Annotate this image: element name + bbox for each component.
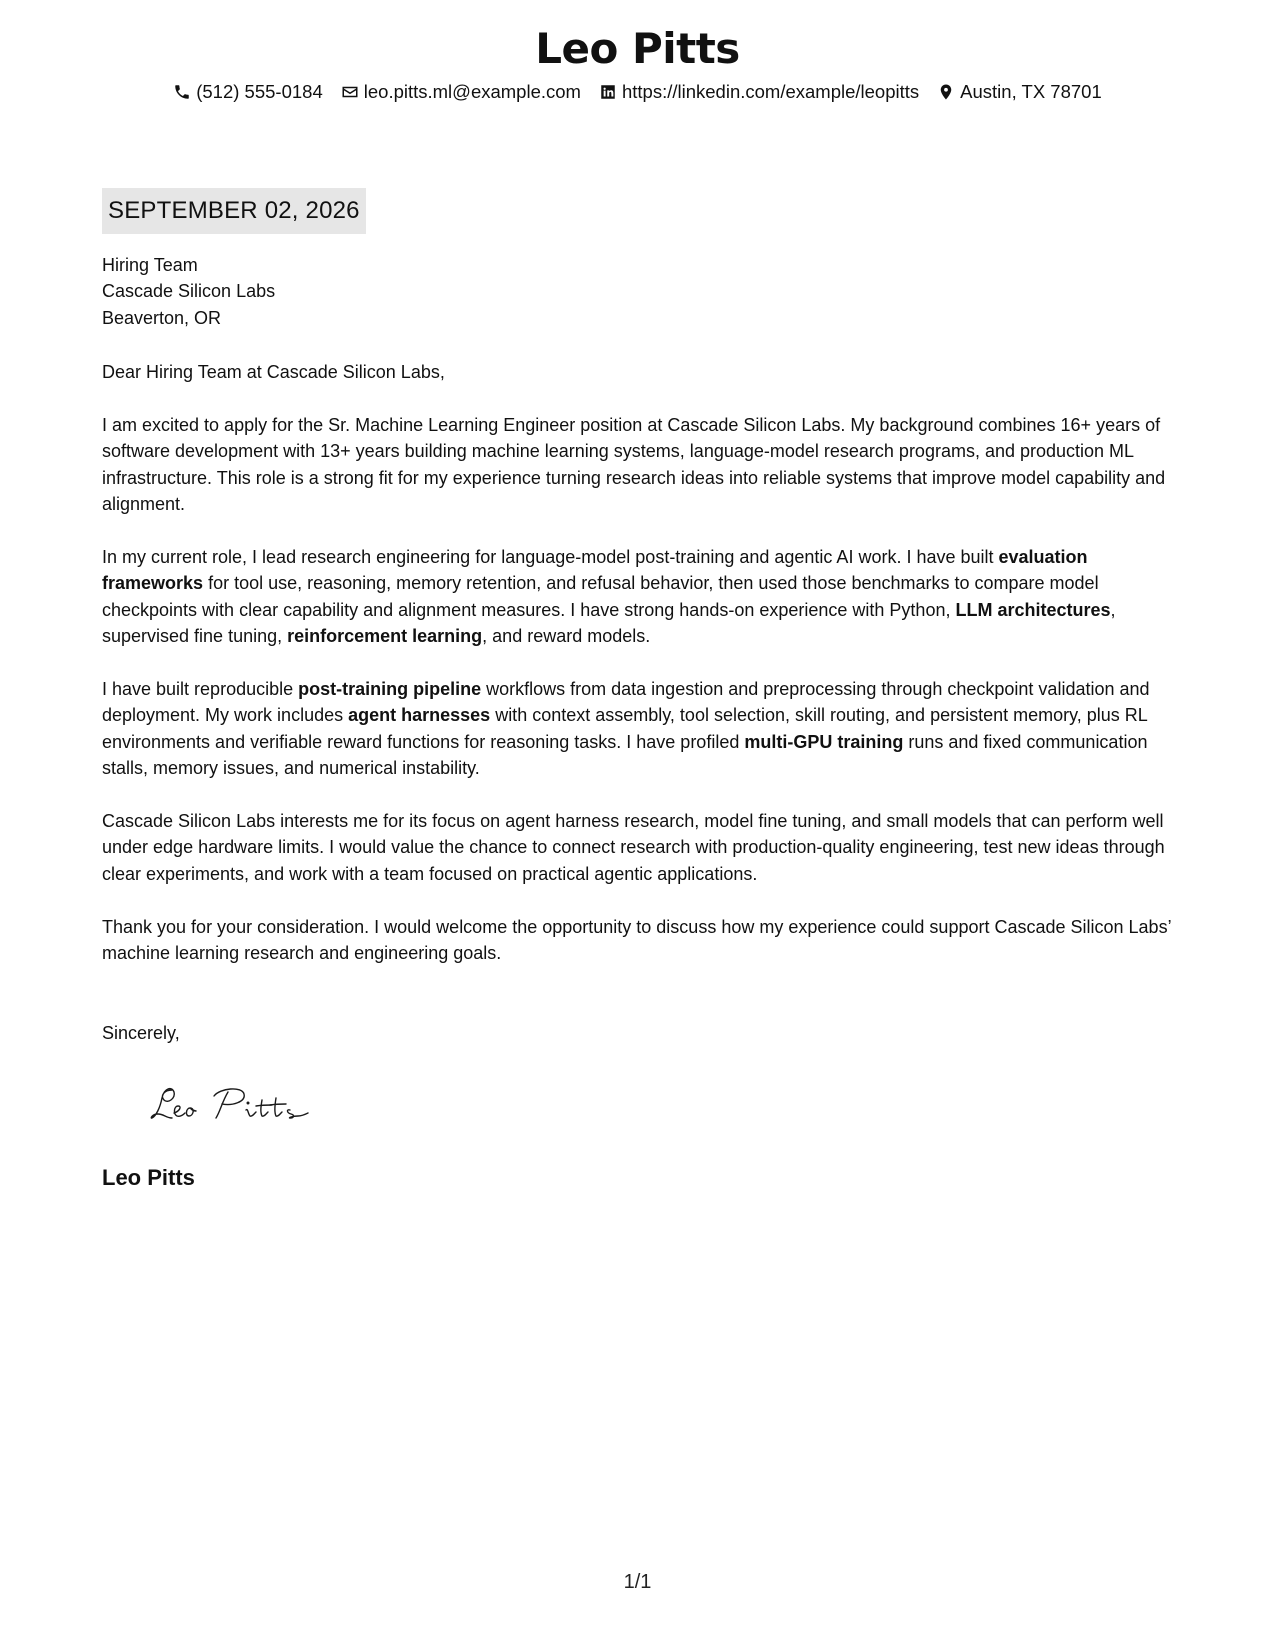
- phone-icon: [173, 83, 191, 101]
- text-run: with context assembly, tool selection, skill routing, and persistent memory, plus RL environments and verifiable reward functions for reasoning tasks. I have profiled: [102, 705, 1148, 752]
- paragraph-text: [102, 544, 1172, 650]
- text-run: I have built reproducible: [102, 679, 299, 699]
- letter-date: SEPTEMBER 02, 2026: [102, 188, 366, 234]
- contact-phone: [173, 78, 323, 106]
- text-run: for tool use, reasoning, memory retention, and refusal behavior, then used those benchmarks to compare model checkpoints with clear capability and alignment measures. I have strong hands-on experience with Python,: [102, 573, 1099, 620]
- signer-name: Leo Pitts: [102, 1165, 195, 1190]
- recipient-block: [102, 252, 1172, 331]
- body-paragraph-4: [102, 808, 1172, 887]
- bold-term: evaluation frameworks: [102, 547, 1088, 594]
- text-run: workflows from data ingestion and preprocessing through checkpoint validation and deployment. My work includes: [102, 679, 1150, 726]
- recipient-line: Beaverton, OR: [102, 307, 222, 328]
- paragraph-text: I am excited to apply for the Sr. Machine Learning Engineer position at Cascade Silicon Labs. My background combines 16+ years of software development with 13+ years building machine learning systems, language-model research programs, and production ML infrastructure. This role is a strong fit for my experience turning research ideas into reliable systems that improve model capability and alignment.: [102, 415, 1166, 515]
- contact-location: [937, 78, 1102, 106]
- text-run: , supervised fine tuning,: [102, 599, 1116, 647]
- salutation: Dear Hiring Team at Cascade Silicon Labs,: [102, 362, 445, 382]
- paragraph-text: Thank you for your consideration. I would welcome the opportunity to discuss how my experience could support Cascade Silicon Labs’ machine learning research and engineering goals.: [102, 917, 1171, 964]
- page-number: 1/1: [623, 1571, 652, 1593]
- map-pin-icon: [937, 83, 955, 101]
- paragraph-text: [102, 676, 1172, 782]
- body-paragraph-3: [102, 676, 1172, 782]
- bold-term: multi-GPU training: [744, 731, 904, 752]
- paragraph-text: Cascade Silicon Labs interests me for its focus on agent harness research, model fine tuning, and small models that can perform well under edge hardware limits. I would value the chance to connect research with production-quality engineering, test new ideas through clear experiments, and work with a team focused on practical agentic applications.: [102, 811, 1165, 884]
- body-paragraph-2: [102, 544, 1172, 650]
- phone-text: (512) 555-0184: [196, 81, 323, 102]
- envelope-icon: [341, 83, 359, 101]
- bold-term: LLM architectures: [955, 599, 1111, 620]
- header-name: Leo Pitts: [535, 24, 740, 73]
- text-run: In my current role, I lead research engineering for language-model post-training and agentic AI work. I have built: [102, 547, 999, 567]
- body-paragraph-1: [102, 412, 1172, 518]
- bold-term: post-training pipeline: [298, 679, 482, 699]
- contact-linkedin: [599, 78, 919, 106]
- contact-email: [341, 78, 581, 106]
- location-text: Austin, TX 78701: [960, 81, 1102, 102]
- linkedin-icon: [599, 83, 617, 101]
- email-link[interactable]: leo.pitts.ml@example.com: [363, 81, 581, 102]
- bold-term: agent harnesses: [348, 705, 491, 726]
- recipient-line: Hiring Team: [102, 255, 198, 275]
- handwritten-signature: [150, 1078, 320, 1128]
- bold-term: reinforcement learning: [287, 626, 483, 647]
- text-run: , and reward models.: [482, 626, 651, 647]
- text-run: runs and fixed communication stalls, memory issues, and numerical instability.: [102, 731, 1148, 779]
- closing: Sincerely,: [102, 1023, 180, 1043]
- body-paragraph-5: [102, 914, 1172, 967]
- contact-row: [0, 78, 1275, 106]
- recipient-line: Cascade Silicon Labs: [102, 281, 276, 302]
- linkedin-link[interactable]: https://linkedin.com/example/leopitts: [621, 81, 920, 102]
